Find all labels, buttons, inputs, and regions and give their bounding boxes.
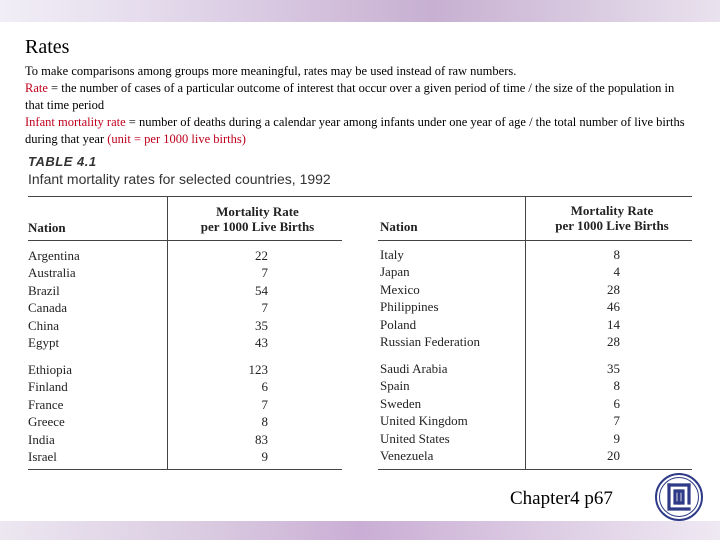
table-row-rate: 7	[261, 300, 268, 316]
left-bottom-rule	[28, 469, 342, 470]
table-row-rate: 6	[613, 395, 620, 411]
right-bottom-rule	[378, 469, 692, 470]
chapter-page-label: Chapter4 p67	[510, 488, 613, 509]
intro-line: To make comparisons among groups more meaningful, rates may be used instead of raw numbers.	[25, 64, 517, 78]
table-row-rate: 28	[607, 334, 620, 350]
imr-term: Infant mortality rate	[25, 115, 126, 129]
table-row-nation: Italy	[380, 247, 404, 262]
right-rate-header	[528, 203, 696, 233]
left-column-divider	[167, 196, 168, 469]
table-row-nation: Sweden	[380, 395, 422, 411]
table-row-rate: 22	[255, 248, 268, 263]
table-row-rate: 43	[255, 335, 268, 351]
right-group2-rates	[580, 360, 620, 464]
table-row-nation: Egypt	[28, 335, 60, 351]
table-row-nation: Poland	[380, 316, 417, 332]
left-group2-nations	[28, 361, 72, 465]
table-row-nation: Venezuela	[380, 448, 434, 464]
table-row-nation: Spain	[380, 378, 410, 394]
table-row-rate: 6	[261, 379, 268, 395]
table-row-rate: 20	[607, 448, 620, 464]
right-rate-header-line2: per 1000 Live Births	[555, 218, 669, 233]
table-description: Infant mortality rates for selected countries, 1992	[28, 171, 331, 187]
right-group1-rates	[580, 246, 620, 350]
rate-definition	[25, 80, 685, 114]
left-rate-header	[170, 204, 345, 234]
table-row-rate: 46	[607, 299, 620, 315]
right-rate-header-line1: Mortality Rate	[570, 203, 654, 218]
table-row-rate: 7	[261, 265, 268, 281]
table-row-rate: 35	[255, 317, 268, 333]
table-row-nation: China	[28, 317, 60, 333]
left-header-rule	[28, 240, 342, 241]
table-row-nation: Israel	[28, 449, 57, 465]
right-group2-nations	[380, 360, 468, 464]
table-row-nation: Mexico	[380, 281, 420, 297]
table-row-rate: 7	[613, 413, 620, 429]
table-row-nation: Russian Federation	[380, 334, 481, 350]
table-row-rate: 14	[607, 316, 620, 332]
table-row-rate: 35	[607, 361, 620, 376]
table-row-rate: 54	[255, 282, 268, 298]
imr-unit: (unit = per 1000 live births)	[107, 132, 246, 146]
left-rate-header-line2: per 1000 Live Births	[200, 219, 315, 234]
table-row-nation: Brazil	[28, 282, 60, 298]
right-group1-nations	[380, 246, 480, 350]
table-row-rate: 8	[613, 247, 620, 262]
table-row-rate: 7	[261, 396, 268, 412]
table-row-rate: 9	[261, 449, 268, 465]
university-seal-icon	[655, 473, 703, 521]
table-row-rate: 123	[248, 362, 268, 377]
table-row-rate: 83	[255, 431, 268, 447]
table-row-nation: Japan	[380, 264, 410, 280]
top-decorative-band	[0, 0, 720, 22]
right-header-rule	[378, 240, 692, 241]
table-row-rate: 8	[261, 414, 268, 430]
table-top-rule	[28, 196, 692, 197]
table-row-nation: India	[28, 431, 55, 447]
left-group1-rates	[228, 247, 268, 351]
table-row-nation: Ethiopia	[28, 362, 73, 377]
table-row-rate: 9	[613, 430, 620, 446]
rate-term: Rate	[25, 81, 48, 95]
table-row-nation: Canada	[28, 300, 67, 316]
table-row-rate: 8	[613, 378, 620, 394]
table-number: TABLE 4.1	[28, 154, 97, 169]
bottom-decorative-band	[0, 521, 720, 540]
right-column-divider	[525, 196, 526, 469]
table-row-nation: France	[28, 396, 64, 412]
left-rate-header-line1: Mortality Rate	[216, 204, 299, 219]
table-row-rate: 28	[607, 281, 620, 297]
table-row-rate: 4	[613, 264, 620, 280]
imr-definition	[25, 114, 685, 148]
table-row-nation: Australia	[28, 265, 76, 281]
table-row-nation: United Kingdom	[380, 413, 468, 429]
slide-body	[25, 63, 685, 148]
slide-title: Rates	[25, 36, 70, 58]
table-row-nation: Philippines	[380, 299, 439, 315]
table-row-nation: Saudi Arabia	[380, 361, 448, 376]
table-caption	[28, 154, 331, 187]
left-group1-nations	[28, 247, 80, 351]
table-row-nation: Finland	[28, 379, 68, 395]
table-row-nation: United States	[380, 430, 450, 446]
rate-def-text: = the number of cases of a particular outcome of interest that occur over a given period of time / the size of the population in that time period	[25, 81, 675, 112]
right-nation-header: Nation	[380, 219, 418, 234]
left-group2-rates	[228, 361, 268, 465]
table-row-nation: Argentina	[28, 248, 80, 263]
left-nation-header: Nation	[28, 220, 66, 235]
imr-def-text: = number of deaths during a calendar year among infants under one year of age / the total number of live births during that year	[25, 115, 685, 146]
table-row-nation: Greece	[28, 414, 65, 430]
